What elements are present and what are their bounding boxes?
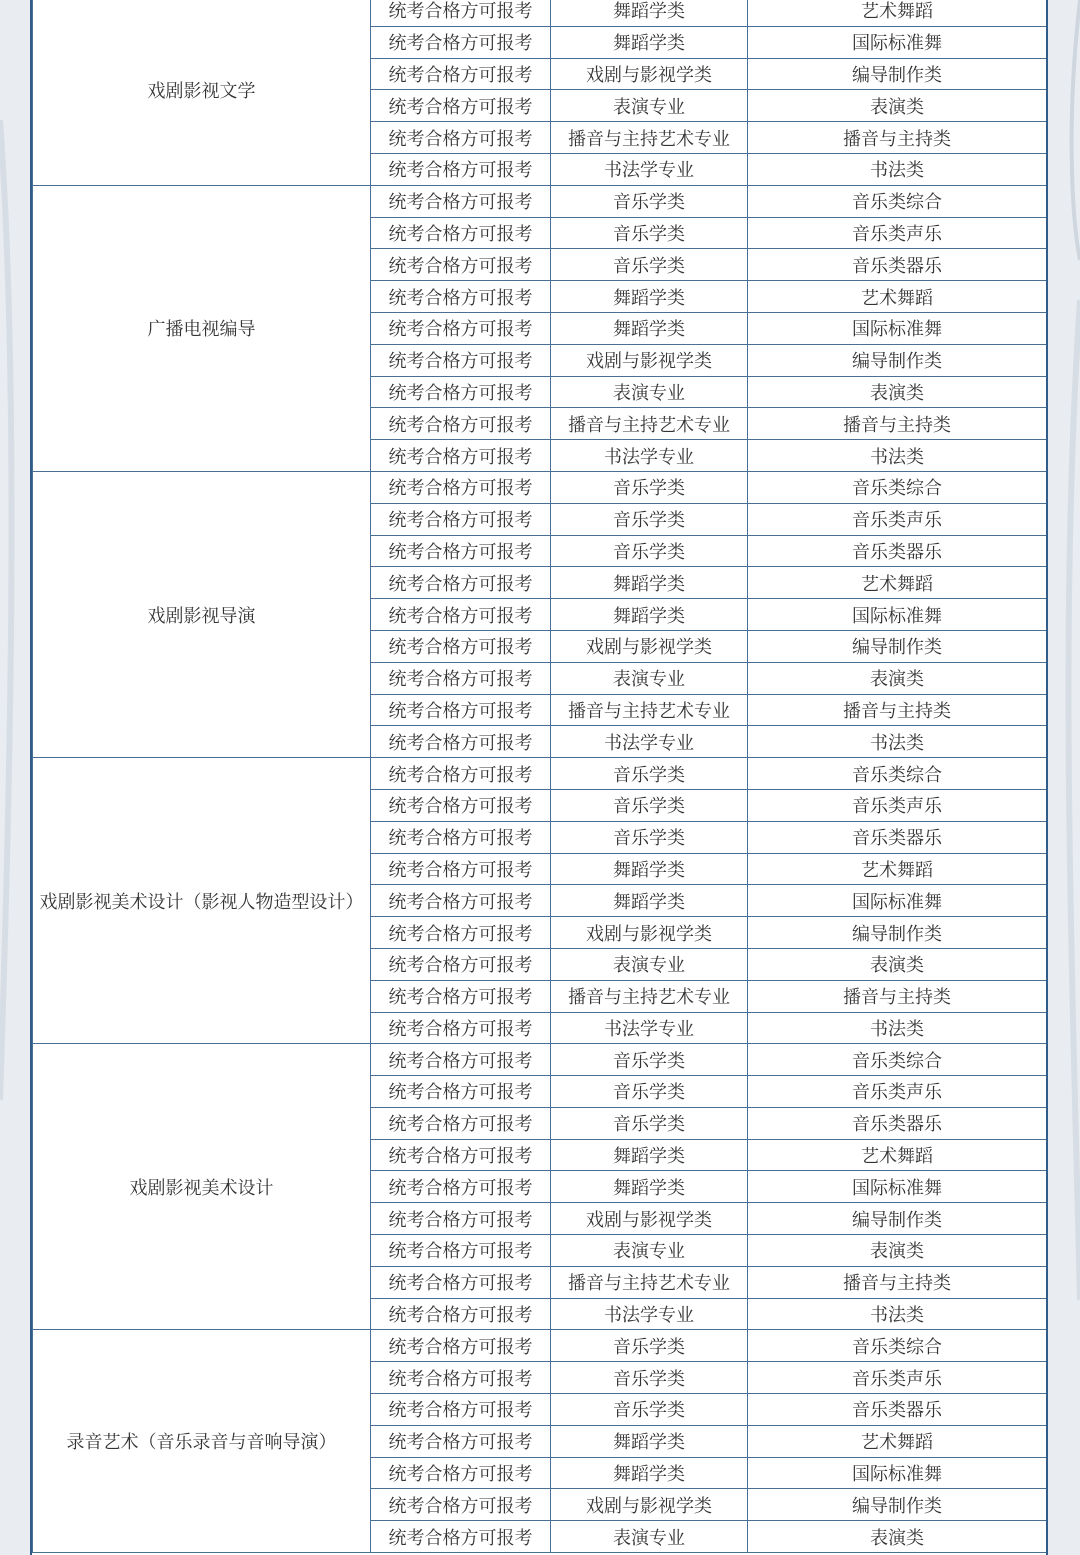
exam-category-cell: 编导制作类 [748,344,1047,376]
major-name-cell: 戏剧影视文学 [33,0,371,185]
requirement-cell: 统考合格方可报考 [371,1489,551,1521]
requirement-cell: 统考合格方可报考 [371,1394,551,1426]
requirement-cell: 统考合格方可报考 [371,1235,551,1267]
exam-category-cell: 表演类 [748,948,1047,980]
requirements-table-sheet [30,0,1048,1555]
exam-subject-cell: 表演专业 [551,376,748,408]
exam-subject-cell: 音乐学类 [551,821,748,853]
requirement-cell: 统考合格方可报考 [371,821,551,853]
requirement-cell: 统考合格方可报考 [371,153,551,185]
requirement-cell: 统考合格方可报考 [371,1076,551,1108]
table-row [33,1330,1047,1362]
exam-subject-cell: 音乐学类 [551,185,748,217]
requirement-cell: 统考合格方可报考 [371,885,551,917]
exam-subject-cell: 舞蹈学类 [551,1425,748,1457]
exam-category-cell: 音乐类声乐 [748,503,1047,535]
requirement-cell: 统考合格方可报考 [371,90,551,122]
exam-category-cell: 音乐类综合 [748,185,1047,217]
requirement-cell: 统考合格方可报考 [371,344,551,376]
exam-subject-cell: 音乐学类 [551,503,748,535]
requirement-cell: 统考合格方可报考 [371,1362,551,1394]
exam-subject-cell: 戏剧与影视学类 [551,1203,748,1235]
requirement-cell: 统考合格方可报考 [371,917,551,949]
exam-category-cell: 音乐类器乐 [748,535,1047,567]
exam-category-cell: 音乐类器乐 [748,1394,1047,1426]
exam-subject-cell: 舞蹈学类 [551,1457,748,1489]
exam-subject-cell: 播音与主持艺术专业 [551,122,748,154]
exam-category-cell: 音乐类声乐 [748,789,1047,821]
exam-category-cell: 艺术舞蹈 [748,1139,1047,1171]
exam-subject-cell: 舞蹈学类 [551,1171,748,1203]
exam-category-cell: 国际标准舞 [748,26,1047,58]
requirement-cell: 统考合格方可报考 [371,567,551,599]
table-body [33,0,1047,1553]
exam-category-cell: 表演类 [748,90,1047,122]
requirement-cell: 统考合格方可报考 [371,217,551,249]
requirement-cell: 统考合格方可报考 [371,1139,551,1171]
exam-category-cell: 音乐类综合 [748,471,1047,503]
exam-subject-cell: 播音与主持艺术专业 [551,694,748,726]
exam-category-cell: 国际标准舞 [748,885,1047,917]
exam-subject-cell: 戏剧与影视学类 [551,917,748,949]
exam-category-cell: 编导制作类 [748,1489,1047,1521]
requirement-cell: 统考合格方可报考 [371,694,551,726]
exam-subject-cell: 播音与主持艺术专业 [551,980,748,1012]
exam-category-cell: 书法类 [748,440,1047,472]
exam-category-cell: 播音与主持类 [748,694,1047,726]
requirement-cell: 统考合格方可报考 [371,122,551,154]
exam-subject-cell: 舞蹈学类 [551,281,748,313]
exam-subject-cell: 表演专业 [551,1521,748,1553]
table-row [33,758,1047,790]
exam-category-cell: 书法类 [748,726,1047,758]
exam-subject-cell: 音乐学类 [551,1394,748,1426]
exam-category-cell: 音乐类综合 [748,1330,1047,1362]
requirement-cell: 统考合格方可报考 [371,471,551,503]
exam-category-cell: 书法类 [748,1298,1047,1330]
exam-subject-cell: 戏剧与影视学类 [551,58,748,90]
exam-category-cell: 播音与主持类 [748,1266,1047,1298]
table-row [33,0,1047,26]
requirement-cell: 统考合格方可报考 [371,758,551,790]
requirement-cell: 统考合格方可报考 [371,440,551,472]
requirement-cell: 统考合格方可报考 [371,1457,551,1489]
exam-category-cell: 编导制作类 [748,630,1047,662]
exam-category-cell: 音乐类综合 [748,758,1047,790]
requirement-cell: 统考合格方可报考 [371,376,551,408]
major-name-cell: 录音艺术（音乐录音与音响导演） [33,1330,371,1553]
requirement-cell: 统考合格方可报考 [371,662,551,694]
requirement-cell: 统考合格方可报考 [371,408,551,440]
exam-subject-cell: 书法学专业 [551,1298,748,1330]
exam-category-cell: 播音与主持类 [748,980,1047,1012]
exam-subject-cell: 舞蹈学类 [551,1139,748,1171]
exam-category-cell: 音乐类综合 [748,1044,1047,1076]
exam-subject-cell: 书法学专业 [551,440,748,472]
requirement-cell: 统考合格方可报考 [371,0,551,26]
table-row [33,185,1047,217]
exam-subject-cell: 播音与主持艺术专业 [551,1266,748,1298]
exam-subject-cell: 表演专业 [551,1235,748,1267]
requirement-cell: 统考合格方可报考 [371,599,551,631]
table-row [33,471,1047,503]
exam-category-cell: 播音与主持类 [748,408,1047,440]
exam-category-cell: 表演类 [748,1521,1047,1553]
exam-subject-cell: 书法学专业 [551,726,748,758]
requirement-cell: 统考合格方可报考 [371,1425,551,1457]
exam-category-cell: 表演类 [748,662,1047,694]
requirement-cell: 统考合格方可报考 [371,281,551,313]
exam-category-cell: 音乐类器乐 [748,821,1047,853]
requirement-cell: 统考合格方可报考 [371,980,551,1012]
exam-subject-cell: 音乐学类 [551,1362,748,1394]
exam-category-cell: 编导制作类 [748,917,1047,949]
exam-subject-cell: 音乐学类 [551,789,748,821]
requirement-cell: 统考合格方可报考 [371,26,551,58]
exam-subject-cell: 舞蹈学类 [551,26,748,58]
exam-subject-cell: 音乐学类 [551,1044,748,1076]
requirements-table [32,0,1047,1553]
exam-subject-cell: 书法学专业 [551,153,748,185]
requirement-cell: 统考合格方可报考 [371,789,551,821]
exam-category-cell: 书法类 [748,153,1047,185]
major-name-cell: 戏剧影视美术设计（影视人物造型设计） [33,758,371,1044]
requirement-cell: 统考合格方可报考 [371,1521,551,1553]
exam-category-cell: 国际标准舞 [748,1171,1047,1203]
requirement-cell: 统考合格方可报考 [371,853,551,885]
requirement-cell: 统考合格方可报考 [371,1266,551,1298]
exam-subject-cell: 舞蹈学类 [551,599,748,631]
exam-category-cell: 编导制作类 [748,58,1047,90]
requirement-cell: 统考合格方可报考 [371,312,551,344]
exam-category-cell: 音乐类器乐 [748,249,1047,281]
exam-subject-cell: 音乐学类 [551,535,748,567]
exam-category-cell: 书法类 [748,1012,1047,1044]
exam-subject-cell: 音乐学类 [551,1076,748,1108]
exam-subject-cell: 戏剧与影视学类 [551,630,748,662]
exam-category-cell: 国际标准舞 [748,312,1047,344]
exam-subject-cell: 音乐学类 [551,217,748,249]
exam-category-cell: 表演类 [748,376,1047,408]
exam-subject-cell: 表演专业 [551,90,748,122]
exam-category-cell: 艺术舞蹈 [748,1425,1047,1457]
exam-subject-cell: 舞蹈学类 [551,885,748,917]
exam-category-cell: 艺术舞蹈 [748,281,1047,313]
exam-subject-cell: 戏剧与影视学类 [551,344,748,376]
requirement-cell: 统考合格方可报考 [371,948,551,980]
requirement-cell: 统考合格方可报考 [371,58,551,90]
exam-subject-cell: 舞蹈学类 [551,853,748,885]
exam-category-cell: 艺术舞蹈 [748,0,1047,26]
exam-category-cell: 编导制作类 [748,1203,1047,1235]
requirement-cell: 统考合格方可报考 [371,185,551,217]
major-name-cell: 戏剧影视导演 [33,471,371,757]
exam-category-cell: 艺术舞蹈 [748,567,1047,599]
exam-subject-cell: 戏剧与影视学类 [551,1489,748,1521]
requirement-cell: 统考合格方可报考 [371,1203,551,1235]
exam-subject-cell: 舞蹈学类 [551,567,748,599]
requirement-cell: 统考合格方可报考 [371,1171,551,1203]
exam-category-cell: 播音与主持类 [748,122,1047,154]
table-row [33,1044,1047,1076]
exam-subject-cell: 音乐学类 [551,1107,748,1139]
exam-subject-cell: 表演专业 [551,662,748,694]
exam-subject-cell: 舞蹈学类 [551,312,748,344]
exam-category-cell: 音乐类器乐 [748,1107,1047,1139]
exam-category-cell: 音乐类声乐 [748,217,1047,249]
major-name-cell: 广播电视编导 [33,185,371,471]
requirement-cell: 统考合格方可报考 [371,630,551,662]
requirement-cell: 统考合格方可报考 [371,1012,551,1044]
exam-subject-cell: 播音与主持艺术专业 [551,408,748,440]
exam-subject-cell: 表演专业 [551,948,748,980]
requirement-cell: 统考合格方可报考 [371,1044,551,1076]
exam-category-cell: 音乐类声乐 [748,1076,1047,1108]
exam-subject-cell: 音乐学类 [551,1330,748,1362]
requirement-cell: 统考合格方可报考 [371,1107,551,1139]
exam-subject-cell: 舞蹈学类 [551,0,748,26]
exam-category-cell: 表演类 [748,1235,1047,1267]
requirement-cell: 统考合格方可报考 [371,249,551,281]
major-name-cell: 戏剧影视美术设计 [33,1044,371,1330]
requirement-cell: 统考合格方可报考 [371,1330,551,1362]
exam-subject-cell: 音乐学类 [551,471,748,503]
exam-category-cell: 音乐类声乐 [748,1362,1047,1394]
exam-subject-cell: 音乐学类 [551,249,748,281]
exam-subject-cell: 音乐学类 [551,758,748,790]
requirement-cell: 统考合格方可报考 [371,503,551,535]
requirement-cell: 统考合格方可报考 [371,726,551,758]
requirement-cell: 统考合格方可报考 [371,1298,551,1330]
requirement-cell: 统考合格方可报考 [371,535,551,567]
exam-category-cell: 艺术舞蹈 [748,853,1047,885]
exam-category-cell: 国际标准舞 [748,1457,1047,1489]
exam-subject-cell: 书法学专业 [551,1012,748,1044]
exam-category-cell: 国际标准舞 [748,599,1047,631]
